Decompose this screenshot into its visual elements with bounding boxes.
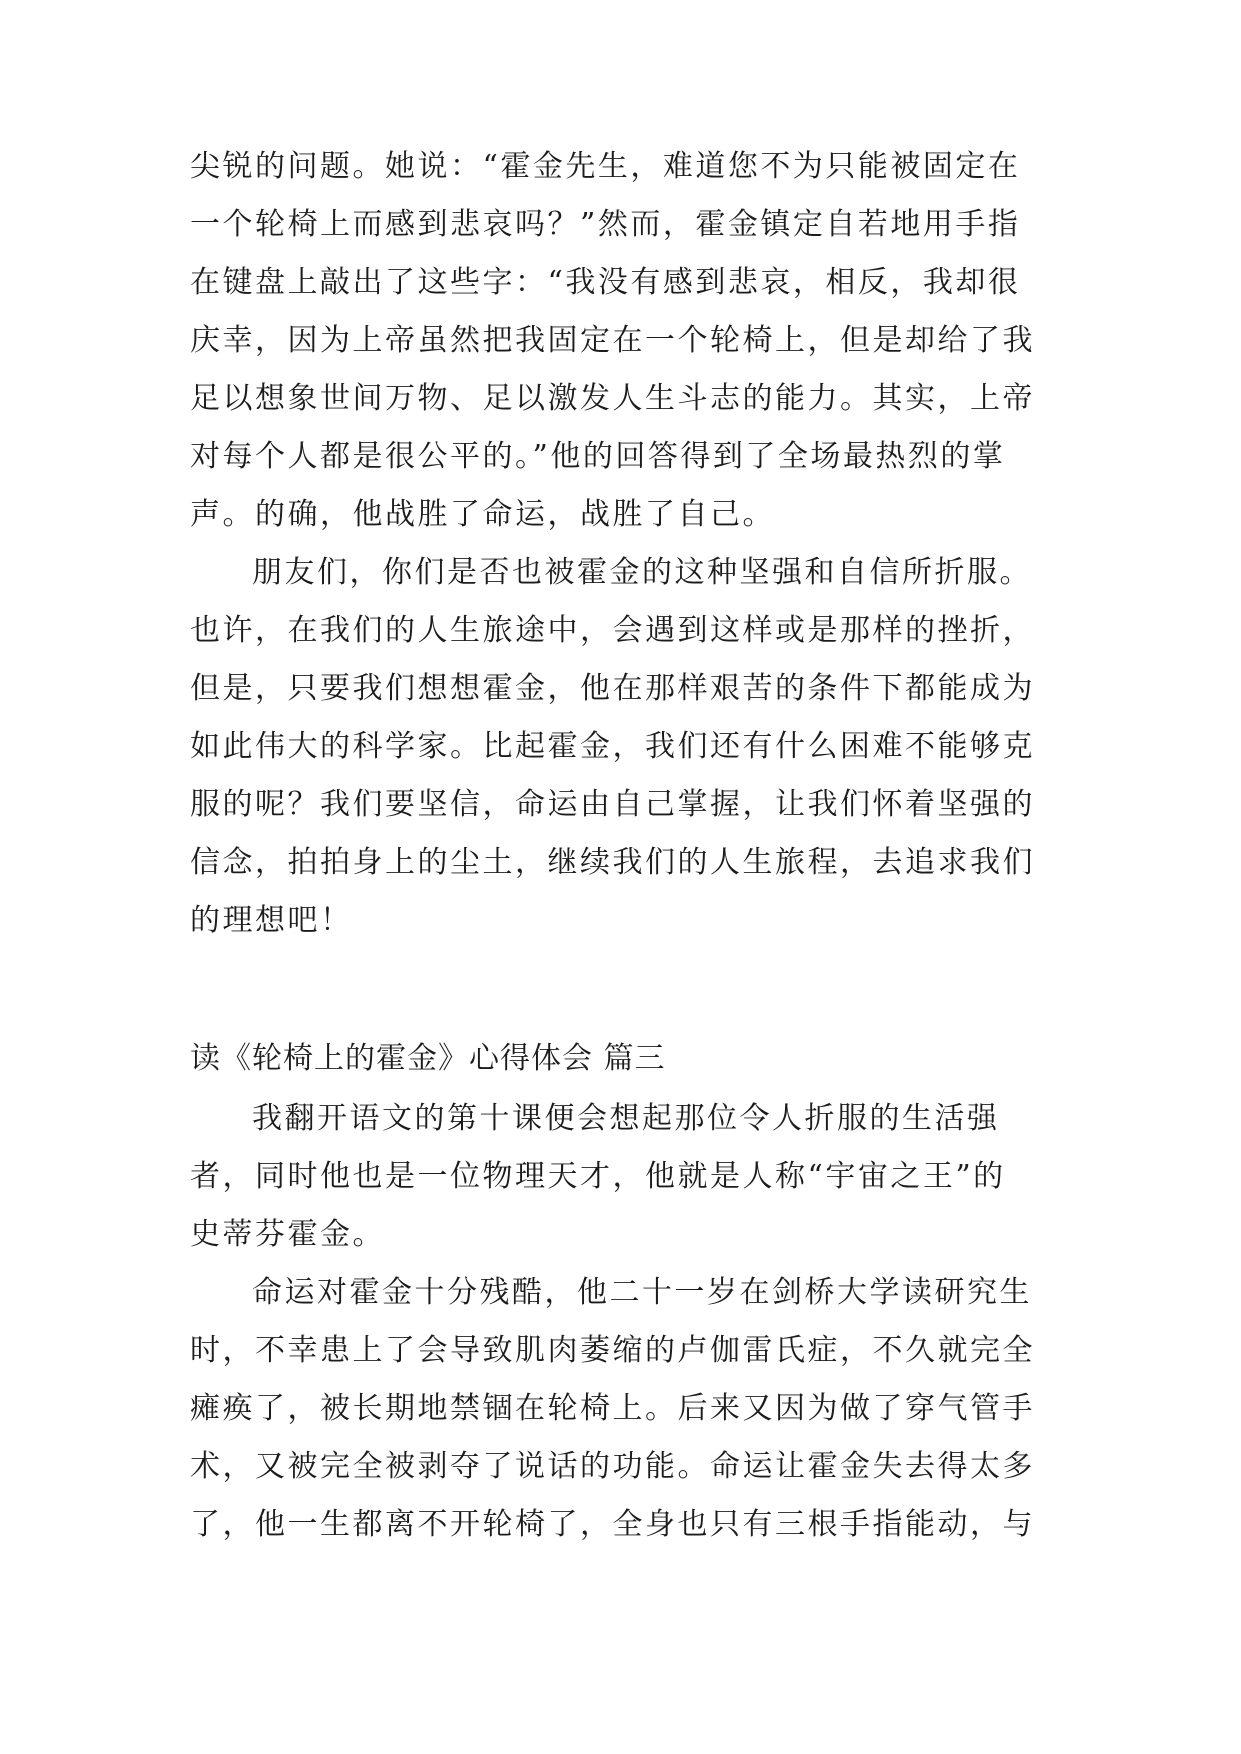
text-line: 我翻开语文的第十课便会想起那位令人折服的生活强 xyxy=(252,1101,1000,1136)
section-heading: 读《轮椅上的霍金》心得体会 篇三 xyxy=(190,1041,666,1076)
text-line: 者，同时他也是一位物理天才，他就是人称“宇宙之王”的 xyxy=(190,1159,1006,1194)
text-line: 声。的确，他战胜了命运，战胜了自己。 xyxy=(190,497,775,532)
text-line: 瘫痪了，被长期地禁锢在轮椅上。后来又因为做了穿气管手 xyxy=(190,1391,1035,1426)
paragraph-hawking-reply xyxy=(190,138,1070,544)
text-line: 朋友们，你们是否也被霍金的这种坚强和自信所折服。 xyxy=(252,555,1032,590)
text-line: 对每个人都是很公平的。”他的回答得到了全场最热烈的掌 xyxy=(190,439,1006,474)
text-line: 信念，拍拍身上的尘土，继续我们的人生旅程，去追求我们 xyxy=(190,845,1035,880)
text-line: 庆幸，因为上帝虽然把我固定在一个轮椅上，但是却给了我 xyxy=(190,323,1035,358)
text-line: 的理想吧！ xyxy=(190,903,353,938)
paragraph-friends xyxy=(190,544,1070,950)
text-line: 时，不幸患上了会导致肌肉萎缩的卢伽雷氏症，不久就完全 xyxy=(190,1333,1035,1368)
text-line: 足以想象世间万物、足以激发人生斗志的能力。其实，上帝 xyxy=(190,381,1035,416)
paragraph-fate xyxy=(190,1264,1070,1554)
text-line: 如此伟大的科学家。比起霍金，我们还有什么困难不能够克 xyxy=(190,729,1035,764)
text-line: 史蒂芬霍金。 xyxy=(190,1217,385,1252)
text-line: 但是，只要我们想想霍金，他在那样艰苦的条件下都能成为 xyxy=(190,671,1035,706)
text-line: 术，又被完全被剥夺了说话的功能。命运让霍金失去得太多 xyxy=(190,1449,1035,1484)
text-line: 命运对霍金十分残酷，他二十一岁在剑桥大学读研究生 xyxy=(252,1275,1032,1310)
text-line: 尖锐的问题。她说：“霍金先生，难道您不为只能被固定在 xyxy=(190,149,1021,184)
text-line: 也许，在我们的人生旅途中，会遇到这样或是那样的挫折， xyxy=(190,613,1035,648)
paragraph-lesson-ten xyxy=(190,1090,1070,1264)
text-line: 了，他一生都离不开轮椅了，全身也只有三根手指能动，与 xyxy=(190,1507,1035,1542)
text-line: 服的呢？我们要坚信，命运由自己掌握，让我们怀着坚强的 xyxy=(190,787,1035,822)
text-line: 一个轮椅上而感到悲哀吗？”然而，霍金镇定自若地用手指 xyxy=(190,207,1021,242)
text-line: 在键盘上敲出了这些字：“我没有感到悲哀，相反，我却很 xyxy=(190,265,1021,300)
